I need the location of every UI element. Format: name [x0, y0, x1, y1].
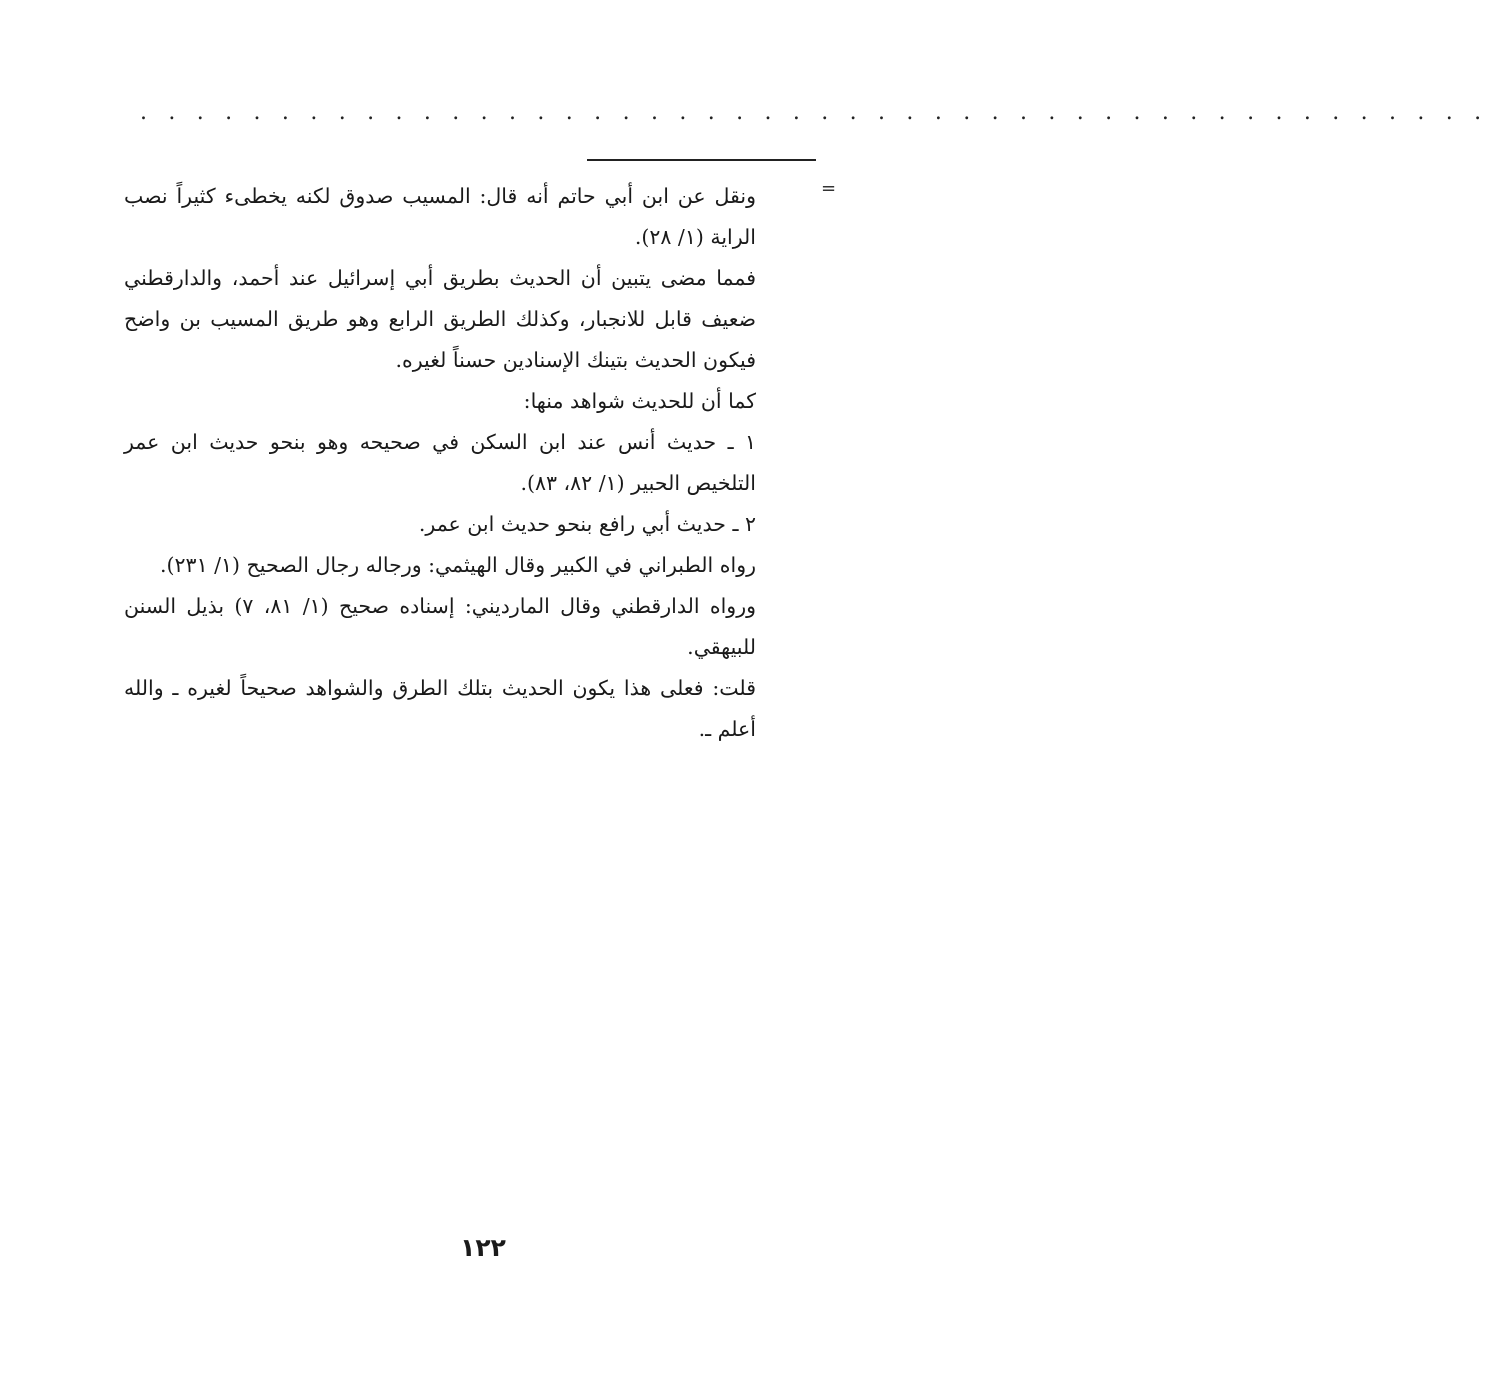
footnote-text — [124, 176, 756, 750]
footnote-separator-dots: . . . . . . . . . . . . . . . . . . . . . . . . . . . . . . . . . . . . . . . . . . . . . . . . — [140, 100, 1488, 125]
continuation-mark: = — [821, 178, 837, 199]
footnote-paragraph: ١ ـ حديث أنس عند ابن السكن في صحيحه وهو بنحو حديث ابن عمر التلخيص الحبير (١/ ٨٢، ٨٣). — [124, 430, 756, 495]
footnote-paragraph: ٢ ـ حديث أبي رافع بنحو حديث ابن عمر. — [418, 512, 756, 536]
footnote-paragraph: فمما مضى يتبين أن الحديث بطريق أبي إسرائيل عند أحمد، والدارقطني ضعيف قابل للانجبار، وكذلك الطريق الرابع وهو طريق المسيب بن واضح فيكون الحديث بتينك الإسنادين حسناً لغيره. — [124, 266, 756, 372]
footnote-paragraph: رواه الطبراني في الكبير وقال الهيثمي: ورجاله رجال الصحيح (١/ ٢٣١). — [160, 553, 756, 577]
footnote-paragraph: قلت: فعلى هذا يكون الحديث بتلك الطرق والشواهد صحيحاً لغيره ـ والله أعلم ـ. — [124, 676, 756, 741]
footnote-paragraph: ورواه الدارقطني وقال المارديني: إسناده صحيح (١/ ٨١، ٧) بذيل السنن للبيهقي. — [124, 594, 756, 659]
footnote-rule — [587, 159, 816, 161]
page-number: ١٢٢ — [460, 1233, 506, 1262]
footnote-paragraph: كما أن للحديث شواهد منها: — [523, 389, 756, 413]
footnote-paragraph: ونقل عن ابن أبي حاتم أنه قال: المسيب صدوق لكنه يخطىء كثيراً نصب الراية (١/ ٢٨). — [124, 184, 756, 249]
